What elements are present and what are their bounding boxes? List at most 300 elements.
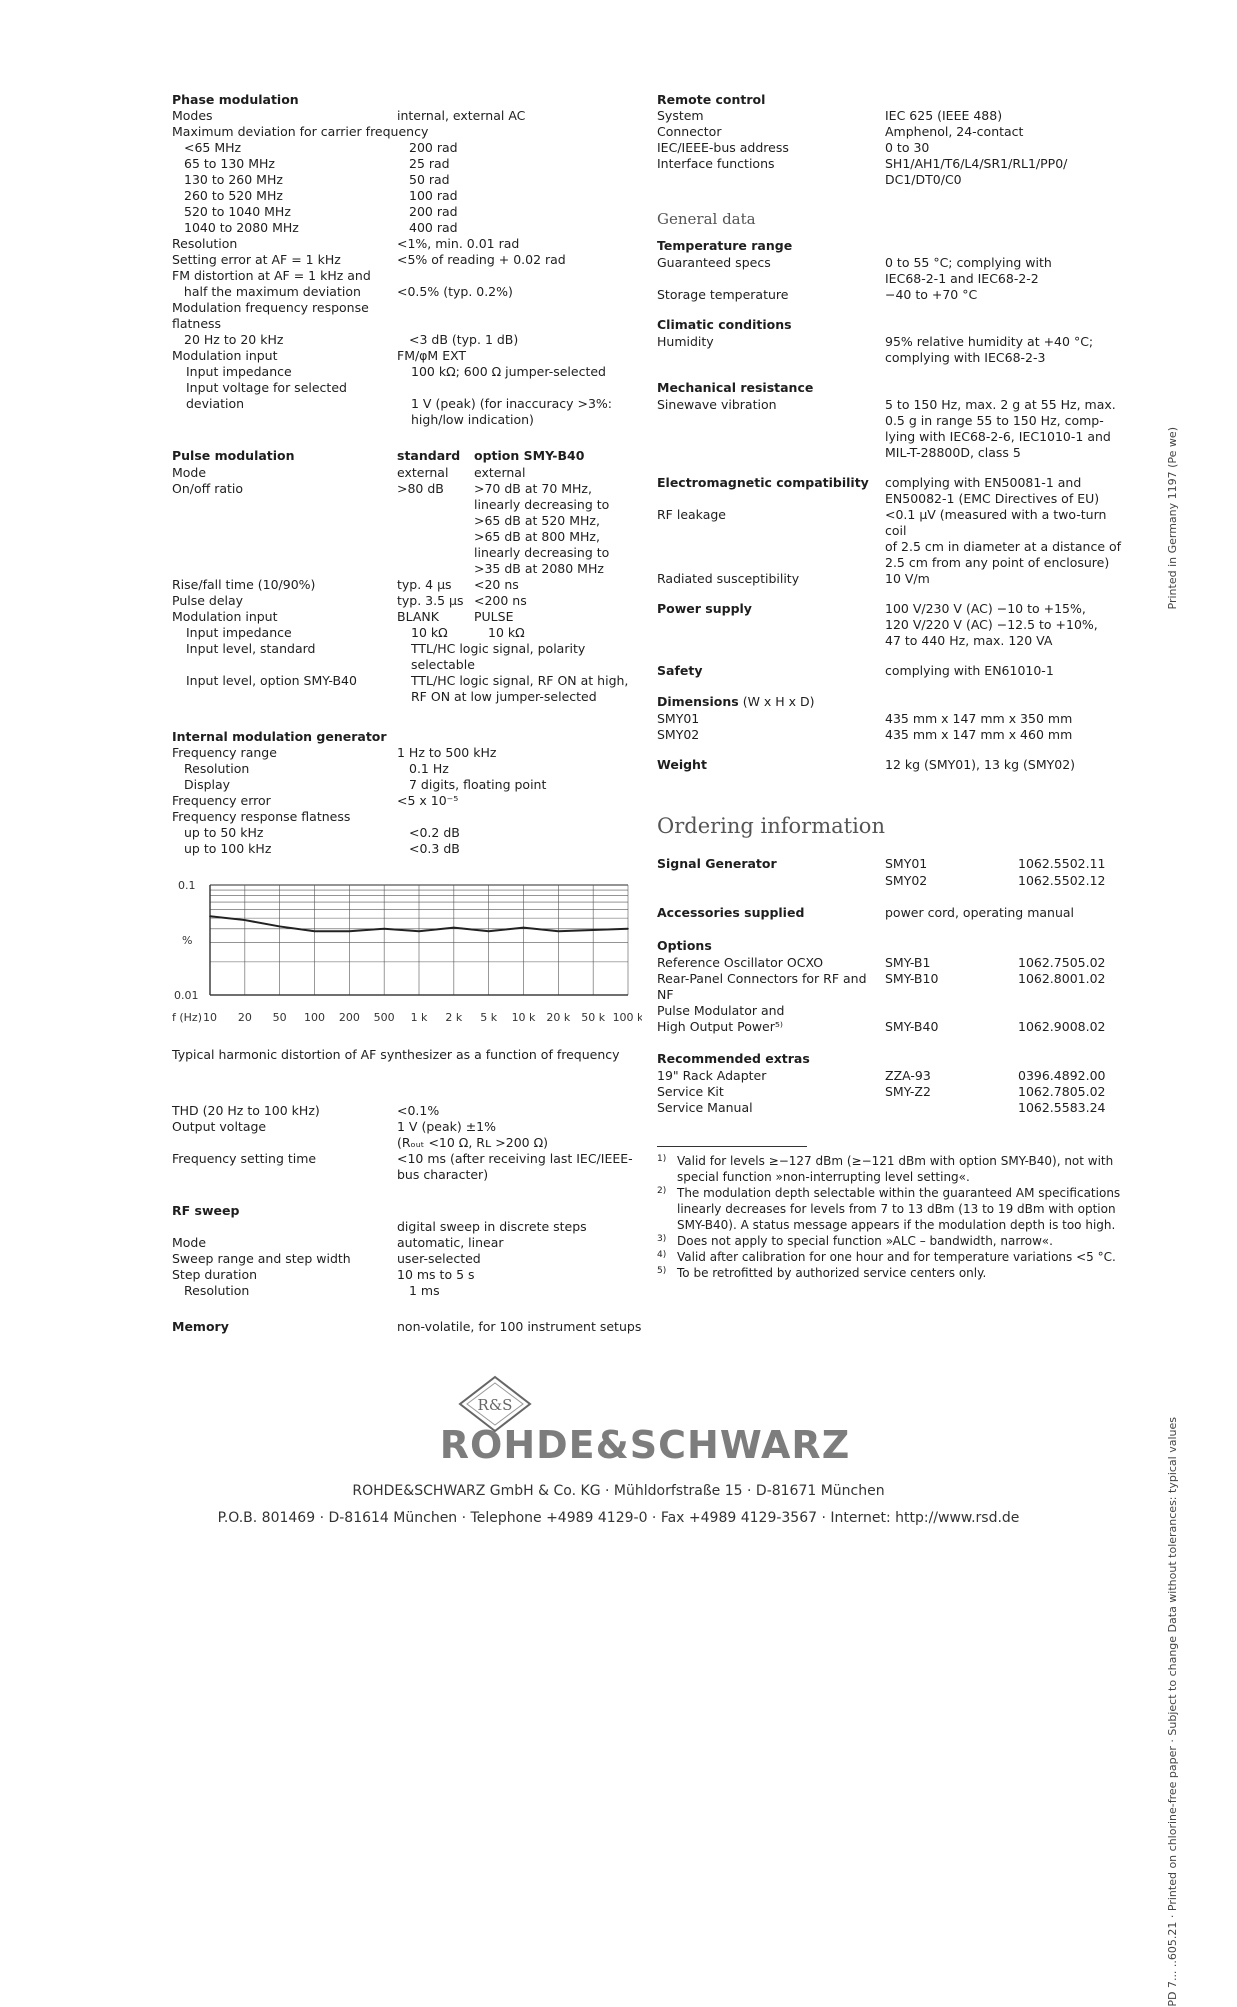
group-value: 12 kg (SMY01), 13 kg (SMY02) [885, 757, 1076, 772]
pulse-standard-heading: standard [397, 448, 461, 463]
general-group-header [657, 694, 1127, 711]
memory-row [172, 1319, 642, 1336]
group-title-text: Electromagnetic compatibility [657, 475, 869, 490]
group-title-text: Safety [657, 663, 703, 678]
x-tick-label: 2 k [445, 1011, 463, 1024]
spec-row [172, 332, 642, 348]
ordering-type [885, 1100, 1018, 1116]
section-title: Remote control [657, 92, 766, 107]
footnote-marker: 3) [657, 1234, 667, 1244]
footnote-text: Does not apply to special function »ALC – bandwidth, narrow«. [677, 1234, 1053, 1248]
section-title: Phase modulation [172, 92, 299, 107]
footnote [657, 1233, 1127, 1249]
spec-row [172, 825, 642, 841]
ordering-number: 1062.8001.02 [1018, 971, 1106, 986]
pulse-standard-value: external [397, 465, 449, 480]
spec-label: Input level, standard [186, 641, 316, 656]
general-data-group [657, 663, 1127, 680]
distortion-data-point [627, 928, 629, 930]
ordering-type: SMY-B40 [885, 1019, 939, 1034]
distortion-data-point [383, 928, 385, 930]
spec-row [172, 156, 642, 172]
spec-label: FM distortion at AF = 1 kHz and half the maximum deviation [172, 268, 371, 299]
spec-row [172, 841, 642, 857]
spec-value: 1 V (peak) ±1% (Rₒᵤₜ <10 Ω, Rʟ >200 Ω) [397, 1119, 549, 1150]
spec-row [172, 268, 642, 300]
pulse-option-value: PULSE [474, 609, 514, 624]
general-group-header [657, 475, 1127, 507]
side-disclaimer [1166, 810, 1182, 2007]
spec-label: Input impedance [186, 625, 292, 640]
spec-value: −40 to +70 °C [885, 287, 978, 302]
ordering-number: 1062.7505.02 [1018, 955, 1106, 970]
spec-value: 7 digits, floating point [409, 777, 547, 792]
x-tick-label: 1 k [410, 1011, 428, 1024]
ordering-type: SMY-B1 [885, 955, 931, 970]
ordering-group-title: Recommended extras [657, 1051, 810, 1066]
pulse-row [172, 593, 642, 609]
spec-value: <1%, min. 0.01 rad [397, 236, 520, 251]
memory-value: non-volatile, for 100 instrument setups [397, 1319, 642, 1334]
spec-label: Output voltage [172, 1119, 267, 1134]
rohde-schwarz-logo [430, 1375, 860, 1470]
spec-value: 435 mm x 147 mm x 350 mm [885, 711, 1073, 726]
spec-value: 10 V/m [885, 571, 930, 586]
spec-label: Radiated susceptibility [657, 571, 800, 586]
spec-row [172, 236, 642, 252]
spec-label: Input impedance [186, 364, 292, 379]
general-data-group [657, 601, 1127, 649]
distortion-data-point [244, 919, 246, 921]
ordering-group-value: power cord, operating manual [885, 905, 1075, 920]
spec-label: Frequency response flatness [172, 809, 351, 824]
pulse-row [172, 465, 642, 481]
pulse-option-heading: option SMY-B40 [474, 448, 585, 463]
group-title-text: Temperature range [657, 238, 793, 253]
section-title: Pulse modulation [172, 448, 295, 463]
spec-label [172, 1219, 397, 1235]
x-tick-label: 5 k [480, 1011, 498, 1024]
footnote-marker: 5) [657, 1266, 667, 1276]
spec-value: 0 to 55 °C; complying with IEC68-2-1 and IEC68-2-2 [885, 255, 1052, 286]
pulse-standard-value: >80 dB [397, 481, 444, 496]
ordering-item-label: Pulse Modulator and High Output Power⁵⁾ [657, 1003, 785, 1034]
spec-row [172, 641, 642, 673]
spec-label: Resolution [172, 236, 238, 251]
spec-row [657, 255, 1127, 287]
footnotes [657, 1153, 1127, 1281]
spec-label: Frequency setting time [172, 1151, 317, 1166]
logo-monogram: R&S [477, 1396, 513, 1414]
spec-row [172, 1219, 642, 1235]
spec-label: Frequency error [172, 793, 271, 808]
spec-label: THD (20 Hz to 100 kHz) [172, 1103, 320, 1118]
spec-label: Resolution [184, 761, 250, 776]
ordering-item [657, 1084, 1127, 1100]
spec-label: Step duration [172, 1267, 258, 1282]
spec-row [172, 1151, 642, 1183]
general-group-header [657, 601, 1127, 649]
spec-label: RF leakage [657, 507, 726, 522]
ordering-number: 1062.7805.02 [1018, 1084, 1106, 1099]
spec-label: Mode [172, 1235, 207, 1250]
spec-row [657, 108, 1127, 124]
memory-title: Memory [172, 1319, 229, 1334]
spec-value: <0.3 dB [409, 841, 460, 856]
x-tick-label: 100 k [612, 1011, 642, 1024]
ordering-group [657, 938, 1127, 1035]
general-data-list [657, 238, 1127, 774]
spec-value: automatic, linear [397, 1235, 504, 1250]
spec-value: <0.2 dB [409, 825, 460, 840]
group-title-text: Power supply [657, 601, 752, 616]
pulse-row [172, 609, 642, 625]
spec-row [172, 172, 642, 188]
distortion-data-point [209, 915, 211, 917]
spec-label: Display [184, 777, 231, 792]
spec-label: Resolution [184, 1283, 250, 1298]
spec-label: up to 100 kHz [184, 841, 272, 856]
spec-row [172, 777, 642, 793]
spec-row [172, 108, 642, 124]
output-specs-rows [172, 1103, 642, 1183]
spec-row [172, 252, 642, 268]
ordering-group [657, 905, 1127, 922]
spec-row [172, 140, 642, 156]
spec-row [172, 1119, 642, 1151]
group-title [657, 380, 885, 396]
company-address: ROHDE&SCHWARZ GmbH & Co. KG · Mühldorfstraße 15 · D-81671 München [352, 1483, 885, 1499]
spec-label: 20 Hz to 20 kHz [184, 332, 284, 347]
spec-label: Modulation frequency response flatness [172, 300, 369, 331]
ordering-item [657, 856, 1127, 873]
ordering-group-title: Signal Generator [657, 856, 777, 871]
side-disclaimer-text: PD 7... ..605.21 · Printed on chlorine-free paper · Subject to change Data without tolerances: typical values [1166, 1417, 1179, 2007]
spec-value: <10 ms (after receiving last IEC/IEEE- bus character) [397, 1151, 633, 1182]
section-title: Internal modulation generator [172, 729, 387, 744]
pulse-option-value: 10 kΩ [488, 625, 525, 640]
chart-caption: Typical harmonic distortion of AF synthesizer as a function of frequency [172, 1047, 620, 1062]
rf-sweep-rows [172, 1219, 642, 1299]
distortion-data-point [523, 927, 525, 929]
group-title [657, 694, 815, 710]
ordering-number: 0396.4892.00 [1018, 1068, 1106, 1083]
pulse-standard-value: BLANK [397, 609, 439, 624]
spec-row [172, 761, 642, 777]
x-tick-label: 50 k [581, 1011, 606, 1024]
spec-label: Rise/fall time (10/90%) [172, 577, 316, 592]
group-title-suffix: (W x H x D) [738, 694, 815, 709]
y-axis-label: % [182, 934, 193, 947]
group-value: complying with EN50081-1 and EN50082-1 (EMC Directives of EU) [885, 475, 1100, 506]
pulse-row [172, 625, 642, 641]
spec-value: 1 ms [409, 1283, 440, 1298]
spec-label: On/off ratio [172, 481, 244, 496]
footnote-marker: 2) [657, 1186, 667, 1196]
remote-control-rows [657, 108, 1127, 188]
ordering-group-title: Accessories supplied [657, 905, 805, 920]
ordering-item [657, 971, 1127, 1003]
spec-label: Connector [657, 124, 722, 139]
general-group-header [657, 757, 1127, 774]
x-tick-label: 500 [373, 1011, 395, 1024]
spec-row [657, 287, 1127, 303]
footnote-text: To be retrofitted by authorized service centers only. [677, 1266, 987, 1280]
spec-value: 400 rad [409, 220, 458, 235]
spec-label: Input level, option SMY-B40 [186, 673, 357, 688]
right-column [657, 92, 1127, 1281]
group-title [657, 757, 885, 773]
ordering-group-header [657, 1051, 1127, 1068]
spec-label: <65 MHz [184, 140, 242, 155]
group-title [657, 317, 885, 333]
footnote-marker: 4) [657, 1250, 667, 1260]
ordering-group [657, 856, 1127, 889]
ordering-group-title: Options [657, 938, 712, 953]
x-tick-label: 10 [203, 1011, 217, 1024]
general-data-group [657, 475, 1127, 587]
ordering-information-list [657, 856, 1127, 1116]
general-data-heading: General data [657, 210, 756, 228]
spec-label: 1040 to 2080 MHz [184, 220, 299, 235]
pulse-modulation-wide-rows [172, 641, 642, 705]
spec-label: Frequency range [172, 745, 277, 760]
left-column [172, 92, 642, 1336]
spec-value: 95% relative humidity at +40 °C; complying with IEC68-2-3 [885, 334, 1094, 365]
phase-modulation-section [172, 92, 642, 428]
general-data-group [657, 317, 1127, 366]
spec-value: TTL/HC logic signal, RF ON at high, RF ON at low jumper-selected [411, 673, 629, 704]
spec-label: 260 to 520 MHz [184, 188, 283, 203]
spec-row [657, 571, 1127, 587]
spec-label: Mode [172, 465, 207, 480]
ordering-item [657, 1003, 1127, 1035]
spec-row [172, 673, 642, 705]
spec-value: 1 Hz to 500 kHz [397, 745, 497, 760]
ordering-item [657, 873, 1127, 889]
spec-value: IEC 625 (IEEE 488) [885, 108, 1003, 123]
spec-value: 0.1 Hz [409, 761, 449, 776]
spec-row [172, 745, 642, 761]
pulse-header-row [172, 448, 642, 465]
spec-row [657, 124, 1127, 140]
spec-label: Setting error at AF = 1 kHz [172, 252, 341, 267]
spec-label: Sweep range and step width [172, 1251, 351, 1266]
spec-label: up to 50 kHz [184, 825, 264, 840]
pulse-row [172, 577, 642, 593]
spec-label: Sinewave vibration [657, 397, 777, 412]
pulse-standard-value: 10 kΩ [411, 625, 448, 640]
spec-row [657, 140, 1127, 156]
spec-value: 200 rad [409, 140, 458, 155]
group-title [657, 663, 885, 679]
distortion-data-point [349, 930, 351, 932]
spec-label: Modes [172, 108, 213, 123]
spec-row [172, 1235, 642, 1251]
ordering-type: ZZA-93 [885, 1068, 931, 1083]
group-title-text: Mechanical resistance [657, 380, 814, 395]
spec-row [172, 220, 642, 236]
spec-row [172, 204, 642, 220]
distortion-data-point [592, 929, 594, 931]
ordering-type: SMY-Z2 [885, 1084, 931, 1099]
pulse-option-value: external [474, 465, 526, 480]
spec-value: 1 V (peak) (for inaccuracy >3%: high/low indication) [411, 396, 613, 427]
footnote-marker: 1) [657, 1154, 667, 1164]
spec-value: <0.1% [397, 1103, 440, 1118]
ordering-number: 1062.5502.12 [1018, 873, 1106, 888]
spec-label: Pulse delay [172, 593, 244, 608]
group-title [657, 238, 885, 254]
general-data-group [657, 238, 1127, 303]
general-data-group [657, 380, 1127, 461]
spec-label: Storage temperature [657, 287, 789, 302]
pulse-modulation-rows [172, 465, 642, 641]
spec-label: Modulation input [172, 609, 278, 624]
distortion-data-point [558, 930, 560, 932]
x-tick-label: 20 k [546, 1011, 571, 1024]
spec-value: 5 to 150 Hz, max. 2 g at 55 Hz, max. 0.5 g in range 55 to 150 Hz, comp- lying with IEC68-2-6, IEC1010-1 and MIL-T-28800D, class 5 [885, 397, 1116, 460]
pulse-option-value: <20 ns [474, 577, 519, 592]
spec-label: 65 to 130 MHz [184, 156, 275, 171]
ordering-item [657, 955, 1127, 971]
generator-rows [172, 745, 642, 857]
spec-value: Amphenol, 24-contact [885, 124, 1024, 139]
remote-control-section [657, 92, 1127, 188]
footnote [657, 1153, 1127, 1185]
spec-row [172, 364, 642, 380]
spec-row [172, 1283, 642, 1299]
spec-value: <0.1 µV (measured with a two-turn coil of 2.5 cm in diameter at a distance of 2.5 cm from any point of enclosure) [885, 507, 1122, 570]
footnote-text: The modulation depth selectable within the guaranteed AM specifications linearly decreases for levels from 7 to 13 dBm (13 to 19 dBm with option SMY-B40). A status message appears if the modulation depth is too high. [677, 1186, 1121, 1232]
spec-label: Interface functions [657, 156, 775, 171]
distortion-data-point [279, 926, 281, 928]
spec-value: digital sweep in discrete steps [397, 1219, 587, 1234]
group-title-text: Dimensions [657, 694, 739, 709]
logo-wordmark: ROHDE&SCHWARZ [439, 1423, 851, 1467]
distortion-data-point [488, 930, 490, 932]
footnote [657, 1249, 1127, 1265]
x-axis-label: f (Hz) [172, 1011, 202, 1024]
y-tick-label: 0.1 [178, 879, 196, 892]
general-data-group [657, 694, 1127, 743]
ordering-type: SMY-B10 [885, 971, 939, 986]
spec-row [657, 156, 1127, 188]
general-group-header [657, 380, 1127, 397]
x-tick-label: 100 [304, 1011, 325, 1024]
spec-label: System [657, 108, 704, 123]
x-tick-label: 200 [338, 1011, 360, 1024]
spec-value: <5 x 10⁻⁵ [397, 793, 459, 808]
spec-row [172, 1267, 642, 1283]
side-print-note [1166, 220, 1182, 610]
ordering-type: SMY02 [885, 873, 928, 888]
group-title-text: Climatic conditions [657, 317, 792, 332]
ordering-group-title [657, 873, 885, 888]
ordering-number: 1062.5583.24 [1018, 1100, 1106, 1115]
distortion-data-point [314, 930, 316, 932]
x-tick-label: 20 [237, 1011, 252, 1024]
general-group-header [657, 317, 1127, 334]
harmonic-distortion-chart [172, 877, 642, 1037]
spec-label: 520 to 1040 MHz [184, 204, 291, 219]
ordering-item [657, 1068, 1127, 1084]
ordering-item-label: 19" Rack Adapter [657, 1068, 767, 1083]
spec-value: internal, external AC [397, 108, 526, 123]
spec-row [172, 793, 642, 809]
spec-value: <0.5% (typ. 0.2%) [397, 284, 513, 299]
pulse-standard-value: typ. 4 µs [397, 577, 452, 592]
spec-value: 200 rad [409, 204, 458, 219]
internal-modulation-generator-section [172, 729, 642, 857]
ordering-item-label: Service Kit [657, 1084, 724, 1099]
general-group-header [657, 663, 1127, 680]
spec-value: 50 rad [409, 172, 450, 187]
spec-row [657, 727, 1127, 743]
spec-label: Humidity [657, 334, 714, 349]
footnote-divider [657, 1146, 807, 1147]
ordering-item-label: Service Manual [657, 1100, 753, 1115]
spec-row [172, 188, 642, 204]
pulse-standard-value: typ. 3.5 µs [397, 593, 464, 608]
spec-row [172, 348, 642, 364]
spec-label: SMY01 [657, 711, 700, 726]
ordering-group-header [657, 905, 1127, 922]
spec-value: 435 mm x 147 mm x 460 mm [885, 727, 1073, 742]
spec-value: 10 ms to 5 s [397, 1267, 475, 1282]
spec-label: SMY02 [657, 727, 700, 742]
spec-label: IEC/IEEE-bus address [657, 140, 789, 155]
ordering-item-label: Rear-Panel Connectors for RF and NF [657, 971, 871, 1002]
spec-label: Input voltage for selected deviation [186, 380, 347, 411]
group-title [657, 475, 885, 506]
spec-value: 100 rad [409, 188, 458, 203]
footnote [657, 1265, 1127, 1281]
section-title: RF sweep [172, 1203, 240, 1218]
spec-row [657, 507, 1127, 571]
footnote-text: Valid after calibration for one hour and for temperature variations <5 °C. [677, 1250, 1116, 1264]
ordering-group-header [657, 938, 1127, 955]
pulse-modulation-section [172, 448, 642, 705]
spec-row [172, 1103, 642, 1119]
ordering-group [657, 1051, 1127, 1116]
group-value: complying with EN61010-1 [885, 663, 1054, 678]
spec-row [657, 397, 1127, 461]
ordering-item-label: Reference Oscillator OCXO [657, 955, 824, 970]
footnote [657, 1185, 1127, 1233]
spec-value: <5% of reading + 0.02 rad [397, 252, 566, 267]
spec-label: Modulation input [172, 348, 278, 363]
ordering-type: SMY01 [885, 856, 928, 871]
group-title [657, 601, 885, 648]
spec-value: FM/φM EXT [397, 348, 467, 363]
pulse-option-value: >70 dB at 70 MHz, linearly decreasing to >65 dB at 520 MHz, >65 dB at 800 MHz, linearly decreasing to >35 dB at 2080 MHz [474, 481, 610, 576]
spec-row [657, 334, 1127, 366]
spec-label: 130 to 260 MHz [184, 172, 283, 187]
rf-sweep-section [172, 1203, 642, 1299]
footnote-text: Valid for levels ≥−127 dBm (≥−121 dBm with option SMY-B40), not with special function »non-interrupting level setting«. [677, 1154, 1114, 1184]
spec-label: Guaranteed specs [657, 255, 771, 270]
y-tick-label: 0.01 [174, 989, 199, 1002]
spec-row [172, 300, 642, 332]
spec-value: 0 to 30 [885, 140, 930, 155]
spec-value: SH1/AH1/T6/L4/SR1/RL1/PP0/ DC1/DT0/C0 [885, 156, 1068, 187]
ordering-item [657, 1100, 1127, 1116]
spec-value: <3 dB (typ. 1 dB) [409, 332, 519, 347]
x-tick-label: 50 [272, 1011, 287, 1024]
ordering-number: 1062.9008.02 [1018, 1019, 1106, 1034]
group-value: 100 V/230 V (AC) −10 to +15%, 120 V/220 V (AC) −12.5 to +10%, 47 to 440 Hz, max. 120 VA [885, 601, 1098, 648]
